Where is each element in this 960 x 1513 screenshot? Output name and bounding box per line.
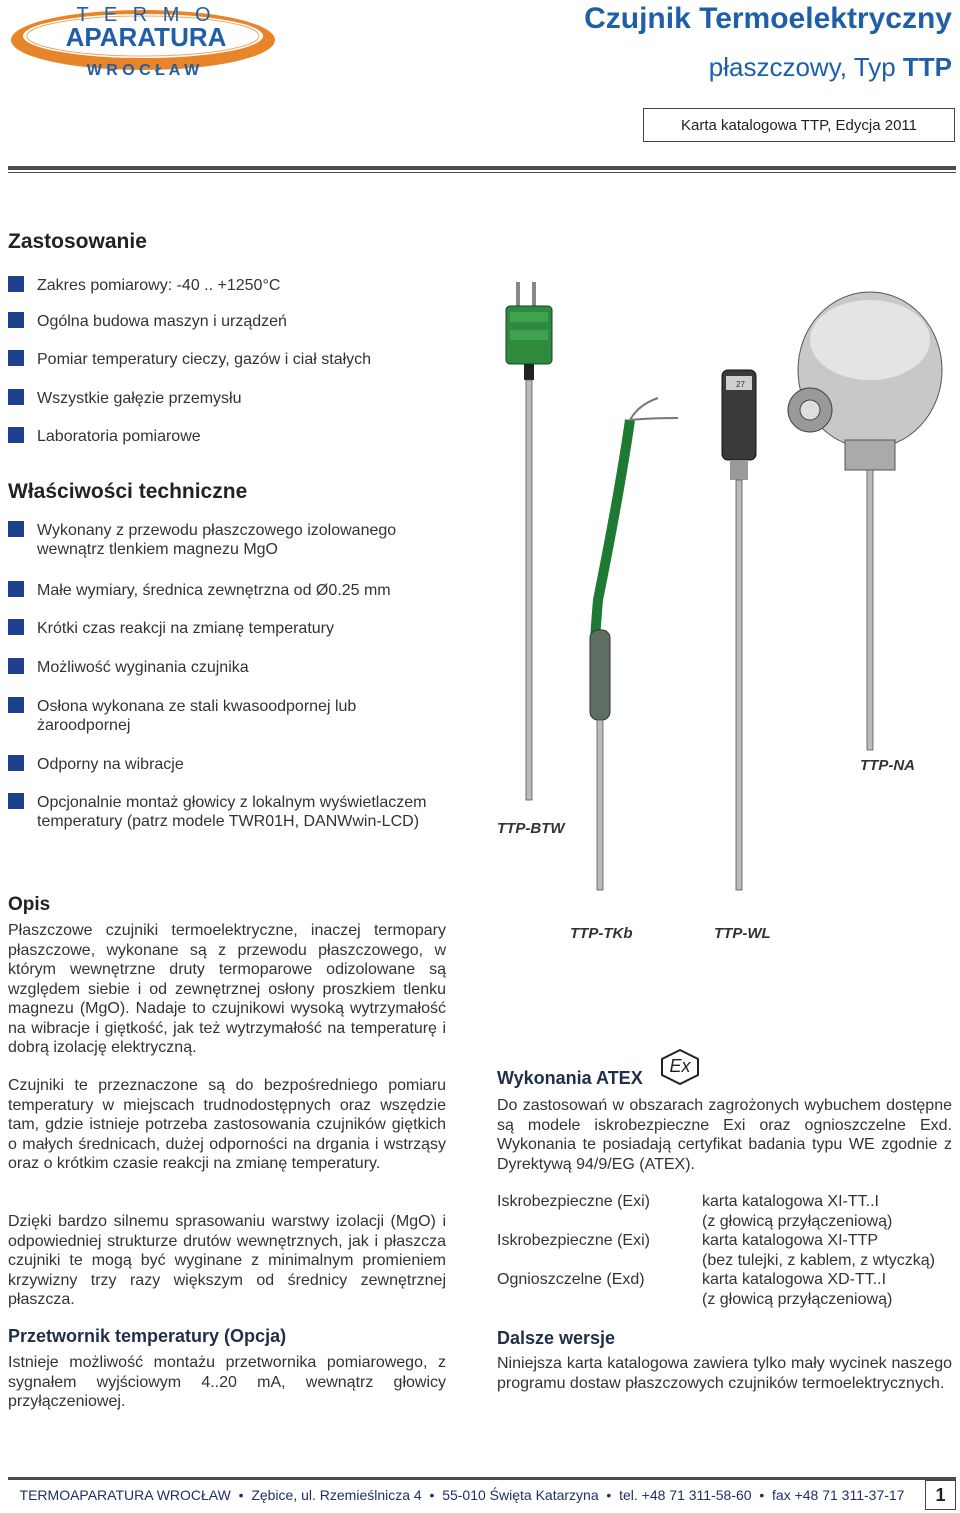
atex-row-1-label: Iskrobezpieczne (Exi)	[497, 1193, 650, 1210]
footer-address: Zębice, ul. Rzemieślnicza 4	[251, 1487, 422, 1503]
list-item-text: Krótki czas reakcji na zmianę temperatury	[37, 620, 334, 637]
list-item	[8, 427, 201, 446]
atex-row-1-note: (z głowicą przyłączeniową)	[702, 1213, 893, 1230]
list-item-text: Osłona wykonana ze stali kwasoodpornej lub żaroodpornej	[37, 698, 357, 734]
list-item	[8, 581, 391, 600]
logo-line3: W R O C Ł A W	[86, 62, 200, 79]
subtitle-type: TTP	[902, 52, 952, 82]
page-subtitle	[709, 52, 952, 83]
logo-line1: T E R M O	[76, 4, 216, 26]
list-item	[8, 389, 242, 408]
list-item-text: Ogólna budowa maszyn i urządzeń	[37, 313, 287, 330]
page-number: 1	[925, 1480, 956, 1510]
atex-row-3-value: karta katalogowa XD-TT..I	[702, 1271, 887, 1288]
logo-line2: APARATURA	[65, 22, 227, 52]
header-divider	[8, 166, 956, 170]
product-illustrations	[480, 270, 950, 910]
label-ttp-tkb: TTP-TKb	[570, 925, 633, 942]
atex-row-2-label: Iskrobezpieczne (Exi)	[497, 1232, 650, 1249]
footer-contact: TERMOAPARATURA WROCŁAW • Zębice, ul. Rzemieślnicza 4 • 55-010 Święta Katarzyna • tel. +48 71 311-58-60 • fax +48 71 311-37-17	[19, 1487, 905, 1503]
section-title-zastosowanie: Zastosowanie	[8, 230, 147, 253]
ttp-tkb-sensor-image	[590, 398, 678, 890]
section-title-przetwornik: Przetwornik temperatury (Opcja)	[8, 1326, 287, 1346]
list-item	[8, 521, 408, 559]
bullet-square-icon	[8, 658, 24, 674]
bullet-square-icon	[8, 793, 24, 809]
list-item	[8, 755, 184, 774]
bullet-square-icon	[8, 755, 24, 771]
list-item	[8, 793, 468, 831]
footer-divider	[8, 1477, 956, 1480]
list-item-text: Wszystkie gałęzie przemysłu	[37, 390, 242, 407]
bullet-square-icon	[8, 521, 24, 537]
atex-row-2-value: karta katalogowa XI-TTP	[702, 1232, 879, 1249]
atex-ex-symbol: Ex	[669, 1056, 691, 1076]
list-item-text: Laboratoria pomiarowe	[37, 428, 201, 445]
section-title-opis: Opis	[8, 894, 51, 915]
atex-row-3-note: (z głowicą przyłączeniową)	[702, 1291, 893, 1308]
label-ttp-btw: TTP-BTW	[497, 820, 565, 837]
list-item-text: Zakres pomiarowy: -40 .. +1250°C	[37, 277, 281, 294]
subtitle-prefix: płaszczowy, Typ	[708, 52, 903, 82]
bullet-square-icon	[8, 581, 24, 597]
atex-row-1-value: karta katalogowa XI-TT..I	[702, 1193, 879, 1210]
label-ttp-wl: TTP-WL	[714, 925, 771, 942]
bullet-square-icon	[8, 389, 24, 405]
header-divider-thin	[8, 172, 956, 173]
list-item-text: Małe wymiary, średnica zewnętrzna od Ø0.25 mm	[37, 582, 391, 599]
wl-mini-text: 27	[736, 380, 745, 389]
bullet-square-icon	[8, 697, 24, 713]
bullet-square-icon	[8, 427, 24, 443]
bullet-square-icon	[8, 276, 24, 292]
przetwornik-text: Istnieje możliwość montażu przetwornika pomiarowego, z sygnałem wyjściowym 4..20 mA, wewnątrz głowicy przyłączeniowej.	[8, 1354, 446, 1410]
ttp-btw-sensor-image	[506, 282, 552, 800]
atex-ex-icon	[660, 1048, 700, 1086]
opis-paragraph-1: Płaszczowe czujniki termoelektryczne, inaczej termopary płaszczowe, wykonane są z przewodu płaszczowego, w którym wewnętrzne druty termoparowe odizolowane są względem siebie i od zewnętrznej osłony proszkiem tlenku magnezu (MgO). Nadaje to czujnikowi wysoką wytrzymałość na wibracje i giętkość, jak też wytrzymałość na temperaturę i dobrą izolację elektryczną.	[8, 922, 446, 1056]
atex-row-3-label: Ognioszczelne (Exd)	[497, 1271, 645, 1288]
atex-row-2-note: (bez tulejki, z kablem, z wtyczką)	[702, 1252, 935, 1269]
list-item	[8, 658, 249, 677]
list-item	[8, 350, 371, 369]
bullet-square-icon	[8, 350, 24, 366]
list-item	[8, 276, 280, 295]
bullet-square-icon	[8, 619, 24, 635]
atex-text: Do zastosowań w obszarach zagrożonych wybuchem dostępne są modele iskrobezpieczne Exi oraz ognioszczelne Exd. Wykonania te posiadają certyfikat badania typu WE zgodnie z Dyrektywą 94/9/EG (ATEX).	[497, 1097, 952, 1173]
section-title-wlasciwosci: Właściwości techniczne	[8, 480, 248, 503]
dalsze-text: Niniejsza karta katalogowa zawiera tylko mały wycinek naszego programu dostaw płaszczowych czujników termoelektrycznych.	[497, 1355, 952, 1392]
footer-company: TERMOAPARATURA WROCŁAW	[19, 1487, 231, 1503]
list-item-text: Możliwość wyginania czujnika	[37, 659, 249, 676]
catalog-edition-box: Karta katalogowa TTP, Edycja 2011	[643, 108, 955, 142]
footer-fax: fax +48 71 311-37-17	[772, 1487, 905, 1503]
opis-paragraph-2: Czujniki te przeznaczone są do bezpośredniego pomiaru temperatury w miejscach trudnodostępnych oraz wszędzie tam, gdzie istnieje potrzeba zastosowania czujników giętkich o małych średnicach, dużej odporności na drgania i wstrząsy oraz o krótkim czasie reakcji na zmianę temperatury.	[8, 1077, 446, 1172]
list-item-text: Pomiar temperatury cieczy, gazów i ciał stałych	[37, 351, 372, 368]
footer-tel: tel. +48 71 311-58-60	[619, 1487, 752, 1503]
section-title-atex: Wykonania ATEX	[497, 1068, 643, 1088]
list-item-text: Wykonany z przewodu płaszczowego izolowanego wewnątrz tlenkiem magnezu MgO	[37, 522, 397, 558]
page-title: Czujnik Termoelektryczny	[584, 2, 952, 35]
list-item-text: Odporny na wibracje	[37, 756, 184, 773]
list-item	[8, 312, 287, 331]
company-logo	[8, 6, 278, 78]
list-item	[8, 697, 378, 735]
ttp-wl-sensor-image	[722, 370, 756, 890]
list-item-text: Opcjonalnie montaż głowicy z lokalnym wyświetlaczem temperatury (patrz modele TWR01H, DANWwin-LCD)	[37, 794, 427, 830]
section-title-dalsze: Dalsze wersje	[497, 1328, 616, 1348]
label-ttp-na: TTP-NA	[860, 757, 915, 774]
ttp-na-sensor-image	[788, 292, 942, 750]
list-item	[8, 619, 334, 638]
bullet-square-icon	[8, 312, 24, 328]
opis-paragraph-3: Dzięki bardzo silnemu sprasowaniu warstwy izolacji (MgO) i odpowiedniej strukturze drutów wewnętrznych, jak i płaszcza czujniki te mogą być wyginane z minimalnym promieniem krzywizny trzy razy większym od średnicy zewnętrznej płaszcza.	[8, 1213, 446, 1308]
footer-city: 55-010 Święta Katarzyna	[442, 1487, 599, 1503]
